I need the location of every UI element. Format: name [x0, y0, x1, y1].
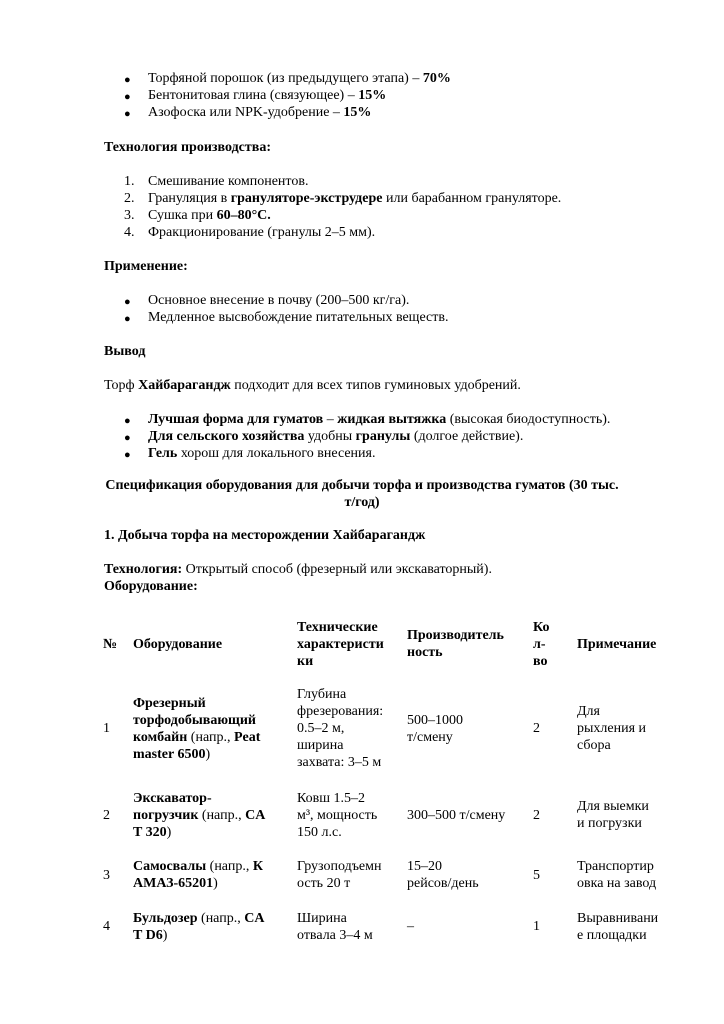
- bullet-icon: ●: [124, 432, 131, 444]
- section-heading: 1. Добыча торфа на месторождении Хайбарагандж: [104, 528, 426, 543]
- cell-num: 4: [103, 919, 110, 934]
- conclusion-bullet: Для сельского хозяйства удобны гранулы (долгое действие).: [148, 429, 524, 444]
- cell-characteristics: Глубина фрезерования: 0.5–2 м, ширина захвата: 3–5 м: [297, 687, 384, 770]
- col-header-quantity: Ко л- во: [533, 620, 550, 669]
- cell-characteristics: Ширина отвала 3–4 м: [297, 911, 373, 943]
- bullet-icon: ●: [124, 108, 131, 120]
- step-number: 3.: [124, 208, 135, 223]
- cell-num: 1: [103, 721, 110, 736]
- bullet-icon: ●: [124, 91, 131, 103]
- tech-heading: Технология производства:: [104, 140, 271, 155]
- application-item: Основное внесение в почву (200–500 кг/га).: [148, 293, 410, 308]
- cell-quantity: 2: [533, 721, 540, 736]
- cell-characteristics: Ковш 1.5–2 м³, мощность 150 л.с.: [297, 791, 378, 840]
- cell-performance: 500–1000 т/смену: [407, 713, 463, 745]
- cell-equipment: Экскаватор- погрузчик (напр., CA T 320): [133, 791, 266, 840]
- cell-note: Для рыхления и сбора: [577, 704, 647, 753]
- bullet-icon: ●: [124, 74, 131, 86]
- application-heading: Применение:: [104, 259, 188, 274]
- cell-equipment: Фрезерный торфодобывающий комбайн (напр., Peat master 6500): [133, 696, 261, 762]
- cell-performance: –: [407, 919, 414, 934]
- cell-characteristics: Грузоподъемн ость 20 т: [297, 859, 382, 891]
- cell-note: Транспортир овка на завод: [577, 859, 657, 891]
- step-number: 4.: [124, 225, 135, 240]
- bullet-icon: ●: [124, 415, 131, 427]
- step-number: 2.: [124, 191, 135, 206]
- col-header-characteristics: Технические характеристи ки: [297, 620, 384, 669]
- spec-title-line2: т/год): [344, 495, 380, 510]
- conclusion-paragraph: Торф Хайбарагандж подходит для всех типов гуминовых удобрений.: [104, 378, 521, 393]
- cell-num: 2: [103, 808, 110, 823]
- cell-note: Для выемки и погрузки: [577, 799, 649, 831]
- material-item: Бентонитовая глина (связующее) – 15%: [148, 88, 387, 103]
- spec-title-line1: Спецификация оборудования для добычи торфа и производства гуматов (30 тыс.: [105, 478, 619, 493]
- cell-num: 3: [103, 868, 110, 883]
- application-item: Медленное высвобождение питательных веществ.: [148, 310, 449, 325]
- step-text: Смешивание компонентов.: [148, 174, 309, 189]
- cell-quantity: 5: [533, 868, 540, 883]
- technology-line: Технология: Открытый способ (фрезерный или экскаваторный).: [104, 562, 492, 577]
- cell-equipment: Бульдозер (напр., CA T D6): [133, 911, 265, 943]
- col-header-num: №: [103, 637, 118, 652]
- bullet-icon: ●: [124, 296, 131, 308]
- cell-quantity: 2: [533, 808, 540, 823]
- step-number: 1.: [124, 174, 135, 189]
- conclusion-bullet: Гель хорош для локального внесения.: [148, 446, 376, 461]
- bullet-icon: ●: [124, 313, 131, 325]
- step-text: Грануляция в грануляторе-экструдере или барабанном грануляторе.: [148, 191, 562, 206]
- cell-quantity: 1: [533, 919, 540, 934]
- cell-performance: 300–500 т/смену: [407, 808, 506, 823]
- col-header-equipment: Оборудование: [133, 637, 223, 652]
- material-item: Азофоска или NPK-удобрение – 15%: [148, 105, 372, 120]
- conclusion-heading: Вывод: [104, 344, 146, 359]
- cell-performance: 15–20 рейсов/день: [407, 859, 479, 891]
- step-text: Фракционирование (гранулы 2–5 мм).: [148, 225, 376, 240]
- col-header-note: Примечание: [577, 637, 657, 652]
- conclusion-bullet: Лучшая форма для гуматов – жидкая вытяжка (высокая биодоступность).: [148, 412, 611, 427]
- bullet-icon: ●: [124, 449, 131, 461]
- cell-equipment: Самосвалы (напр., К АМАЗ-65201): [133, 859, 263, 891]
- equipment-label: Оборудование:: [104, 579, 198, 594]
- step-text: Сушка при 60–80°С.: [148, 208, 271, 223]
- material-item: Торфяной порошок (из предыдущего этапа) – 70%: [148, 71, 451, 86]
- col-header-performance: Производитель ность: [407, 628, 504, 660]
- cell-note: Выравнивани е площадки: [577, 911, 659, 943]
